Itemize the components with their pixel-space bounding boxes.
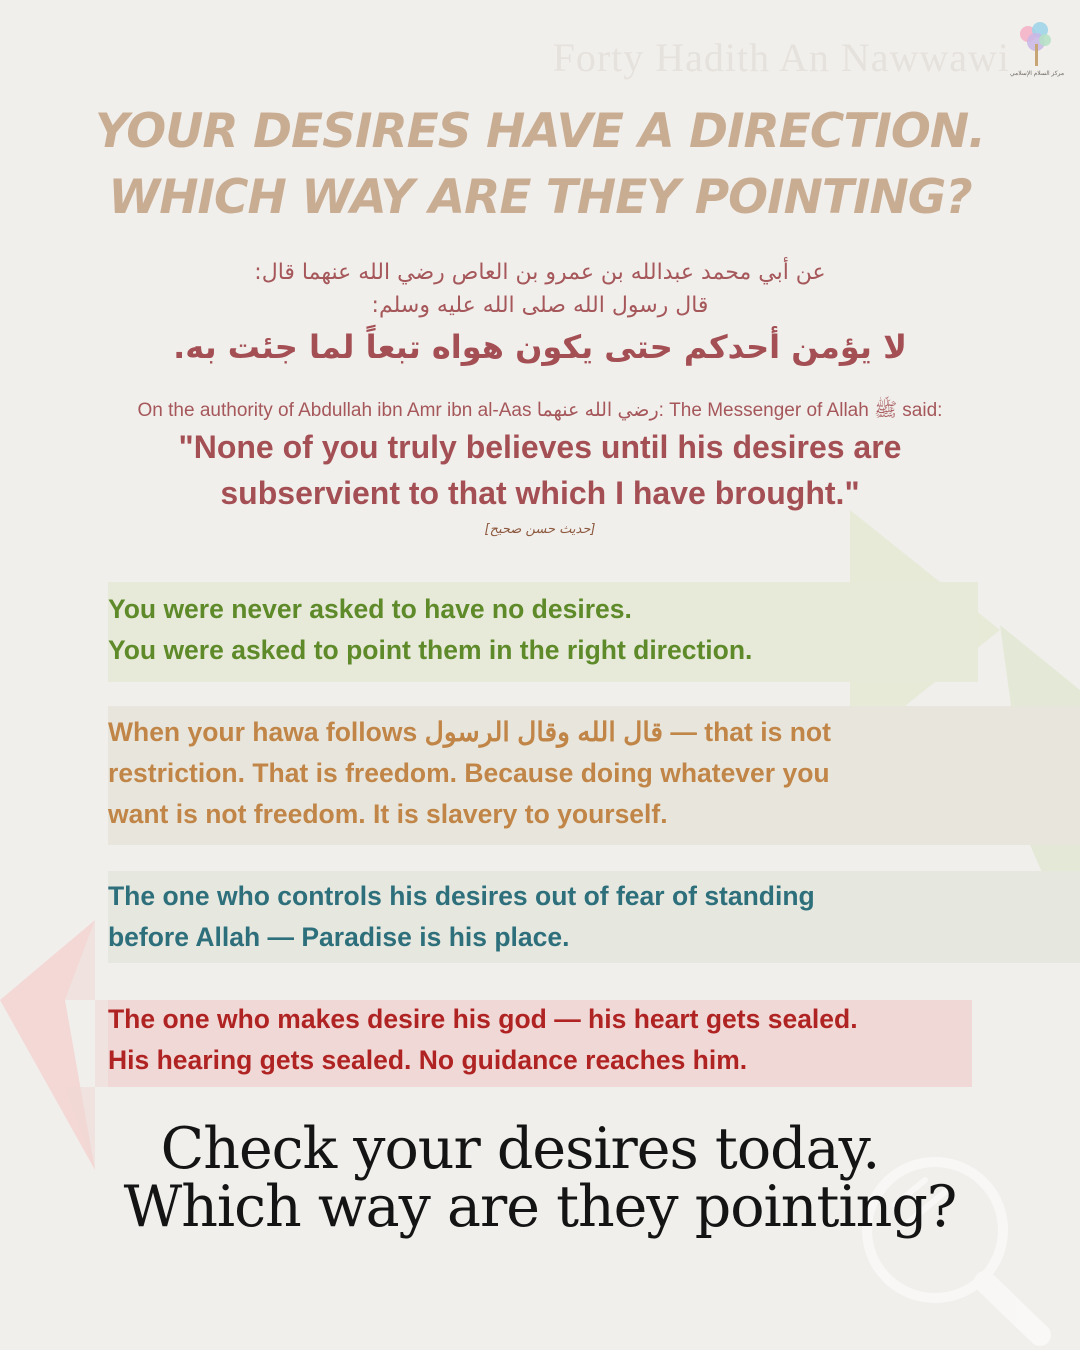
paragraph-line: want is not freedom. It is slavery to yourself. (108, 799, 668, 829)
paragraph-line: The one who controls his desires out of fear of standing (108, 881, 815, 911)
paragraph-line: You were never asked to have no desires. (108, 594, 632, 624)
paragraph-line: The one who makes desire his god — his heart gets sealed. (108, 1004, 858, 1034)
arabic-intro-line-1: عن أبي محمد عبدالله بن عمرو بن العاص رضي الله عنهما قال: (254, 260, 826, 285)
headline-line-1: YOUR DESIRES HAVE A DIRECTION. (94, 104, 986, 159)
hadith-grade: [حديث حسن صحيح] (484, 522, 596, 537)
arabic-hadith: لا يؤمن أحدكم حتى يكون هواه تبعاً لما جئت به. (173, 328, 907, 366)
paragraph-line: You were asked to point them in the right direction. (108, 635, 753, 665)
paragraph-line: before Allah — Paradise is his place. (108, 922, 570, 952)
paragraph-freedom (108, 712, 831, 835)
series-title: Forty Hadith An Nawwawi (552, 35, 1010, 80)
logo-text: مركز السلام الإسلامي (1010, 71, 1065, 77)
english-intro: On the authority of Abdullah ibn Amr ibn al-Aas رضي الله عنهما: The Messenger of Allah ﷺ said: (137, 400, 943, 421)
paragraph-desires-direction (108, 589, 752, 671)
brand-logo (1010, 18, 1065, 88)
headline-line-2: WHICH WAY ARE THEY POINTING? (108, 170, 972, 225)
closing-line-1: Check your desires today. (160, 1116, 880, 1182)
paragraph-paradise (108, 876, 815, 958)
paragraph-line: His hearing gets sealed. No guidance reaches him. (108, 1045, 748, 1075)
hadith-quote: "None of you truly believes until his desires are subservient to that which I have brought." (178, 429, 902, 511)
tree-logo-icon (1010, 18, 1062, 70)
arabic-intro-line-2: قال رسول الله صلى الله عليه وسلم: (371, 293, 709, 318)
paragraph-line: restriction. That is freedom. Because doing whatever you (108, 758, 830, 788)
closing-line-2: Which way are they pointing? (123, 1174, 957, 1240)
paragraph-sealed-heart (108, 999, 858, 1081)
paragraph-line: When your hawa follows قال الله وقال الرسول — that is not (108, 717, 831, 747)
